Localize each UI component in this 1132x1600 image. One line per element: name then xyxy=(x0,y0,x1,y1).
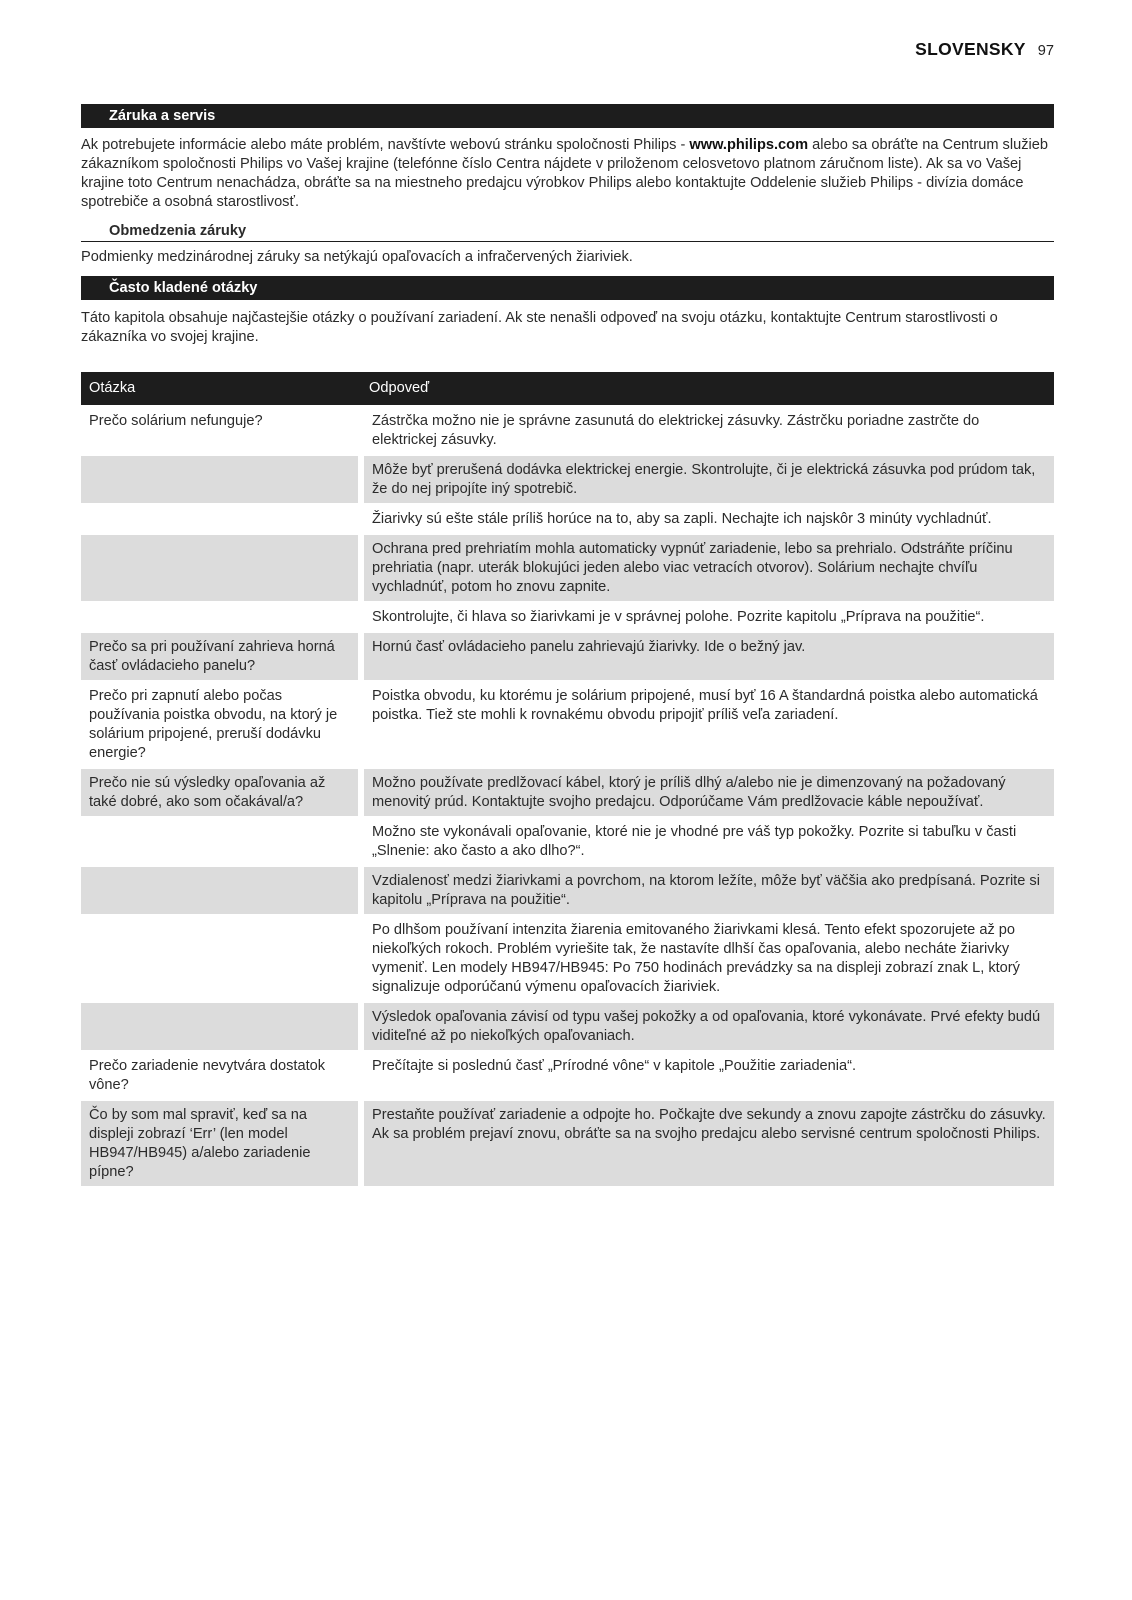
section-title-limitations: Obmedzenia záruky xyxy=(81,221,1054,242)
philips-link[interactable]: www.philips.com xyxy=(689,137,809,153)
warranty-text-part: Ak potrebujete informácie alebo máte problém, navštívte webovú stránku spoločnosti Philips - xyxy=(81,137,690,153)
answer-cell: Ochrana pred prehriatím mohla automaticky vypnúť zariadenie, lebo sa prehrialo. Odstráňte príčinu prehriatia (napr. uterák blokujúci jeden alebo viac vetracích otvorov). Solárium nechajte chvíľu vychladnúť, potom ho znovu zapnite. xyxy=(361,534,1054,602)
question-cell: Prečo pri zapnutí alebo počas používania poistka obvodu, na ktorý je solárium pripojené, preruší dodávku energie? xyxy=(81,681,361,768)
question-cell: Prečo zariadenie nevytvára dostatok vône? xyxy=(81,1051,361,1100)
language-label: SLOVENSKY xyxy=(915,39,1026,59)
faq-table xyxy=(81,372,1054,1186)
table-row xyxy=(81,768,1054,817)
answer-cell: Skontrolujte, či hlava so žiarivkami je v správnej polohe. Pozrite kapitolu „Príprava na použitie“. xyxy=(361,602,1054,632)
section-title-warranty: Záruka a servis xyxy=(81,104,1054,128)
answer-cell: Vzdialenosť medzi žiarivkami a povrchom, na ktorom ležíte, môže byť väčšia ako predpísaná. Pozrite si kapitolu „Príprava na použitie“. xyxy=(361,866,1054,915)
question-cell xyxy=(81,602,361,632)
table-row xyxy=(81,817,1054,866)
question-cell xyxy=(81,455,361,504)
answer-cell: Môže byť prerušená dodávka elektrickej energie. Skontrolujte, či je elektrická zásuvka pod prúdom tak, že do nej pripojíte iný spotrebič. xyxy=(361,455,1054,504)
question-cell xyxy=(81,1002,361,1051)
column-header-question: Otázka xyxy=(81,372,361,406)
table-row xyxy=(81,455,1054,504)
page-header xyxy=(915,40,1054,61)
answer-cell: Výsledok opaľovania závisí od typu vašej pokožky a od opaľovania, ktoré vykonávate. Prvé efekty budú viditeľné až po niekoľkých opaľovaniach. xyxy=(361,1002,1054,1051)
question-cell: Čo by som mal spraviť, keď sa na displeji zobrazí ‘Err’ (len model HB947/HB945) a/alebo zariadenie pípne? xyxy=(81,1100,361,1186)
page-content xyxy=(81,104,1054,1186)
faq-intro: Táto kapitola obsahuje najčastejšie otázky o používaní zariadení. Ak ste nenašli odpoveď na svoju otázku, kontaktujte Centrum starostlivosti o zákazníka vo svojej krajine. xyxy=(81,310,998,345)
table-row xyxy=(81,602,1054,632)
table-row xyxy=(81,534,1054,602)
page-number: 97 xyxy=(1037,43,1054,59)
answer-cell: Po dlhšom používaní intenzita žiarenia emitovaného žiarivkami klesá. Tento efekt spozorujete až po niekoľkých rokoch. Problém vyriešite tak, že nastavíte dlhší čas opaľovania, alebo necháte žiarivky vymeniť. Len modely HB947/HB945: Po 750 hodinách prevádzky sa na displeji zobrazí znak L, ktorý signalizuje odporúčanú výmenu opaľovacích žiariviek. xyxy=(361,915,1054,1002)
answer-cell: Možno ste vykonávali opaľovanie, ktoré nie je vhodné pre váš typ pokožky. Pozrite si tabuľku v časti „Slnenie: ako často a ako dlho?“. xyxy=(361,817,1054,866)
answer-cell: Možno používate predlžovací kábel, ktorý je príliš dlhý a/alebo nie je dimenzovaný na požadovaný menovitý prúd. Kontaktujte svojho predajcu. Odporúčame Vám predlžovacie káble nepoužívať. xyxy=(361,768,1054,817)
question-cell xyxy=(81,817,361,866)
question-cell: Prečo solárium nefunguje? xyxy=(81,406,361,455)
answer-cell: Zástrčka možno nie je správne zasunutá do elektrickej zásuvky. Zástrčku poriadne zastrčte do elektrickej zásuvky. xyxy=(361,406,1054,455)
faq-table-body xyxy=(81,406,1054,1186)
warranty-text xyxy=(81,136,1054,212)
table-row xyxy=(81,915,1054,1002)
section-title-faq: Často kladené otázky xyxy=(81,276,1054,300)
question-cell xyxy=(81,504,361,534)
answer-cell: Žiarivky sú ešte stále príliš horúce na to, aby sa zapli. Nechajte ich najskôr 3 minúty vychladnúť. xyxy=(361,504,1054,534)
question-cell: Prečo nie sú výsledky opaľovania až také dobré, ako som očakával/a? xyxy=(81,768,361,817)
answer-cell: Hornú časť ovládacieho panelu zahrievajú žiarivky. Ide o bežný jav. xyxy=(361,632,1054,681)
question-cell xyxy=(81,866,361,915)
table-row xyxy=(81,866,1054,915)
table-row xyxy=(81,504,1054,534)
limitations-text: Podmienky medzinárodnej záruky sa netýkajú opaľovacích a infračervených žiariviek. xyxy=(81,249,633,265)
table-row xyxy=(81,1100,1054,1186)
answer-cell: Prečítajte si poslednú časť „Prírodné vône“ v kapitole „Použitie zariadenia“. xyxy=(361,1051,1054,1100)
table-row xyxy=(81,1051,1054,1100)
table-row xyxy=(81,406,1054,455)
table-row xyxy=(81,632,1054,681)
table-row xyxy=(81,1002,1054,1051)
question-cell: Prečo sa pri používaní zahrieva horná časť ovládacieho panelu? xyxy=(81,632,361,681)
warranty-text-part: alebo sa obráťte na Centrum služieb zákazníkom spoločnosti Philips vo Vašej krajine (telefónne číslo Centra nájdete v priloženom celosvetovo platnom záručnom liste). Ak sa vo Vašej krajine toto Centrum nenachádza, obráťte sa na miestneho predajcu výrobkov Philips alebo kontaktujte Oddelenie služieb Philips - divízia domáce spotrebiče a osobná starostlivosť. xyxy=(81,137,1048,210)
column-header-answer: Odpoveď xyxy=(361,372,1054,406)
answer-cell: Prestaňte používať zariadenie a odpojte ho. Počkajte dve sekundy a znovu zapojte zástrčku do zásuvky. Ak sa problém prejaví znovu, obráťte sa na svojho predajcu alebo servisné centrum spoločnosti Philips. xyxy=(361,1100,1054,1186)
question-cell xyxy=(81,534,361,602)
answer-cell: Poistka obvodu, ku ktorému je solárium pripojené, musí byť 16 A štandardná poistka alebo automatická poistka. Tiež ste mohli k rovnakému obvodu pripojiť príliš veľa zariadení. xyxy=(361,681,1054,768)
question-cell xyxy=(81,915,361,1002)
table-row xyxy=(81,681,1054,768)
